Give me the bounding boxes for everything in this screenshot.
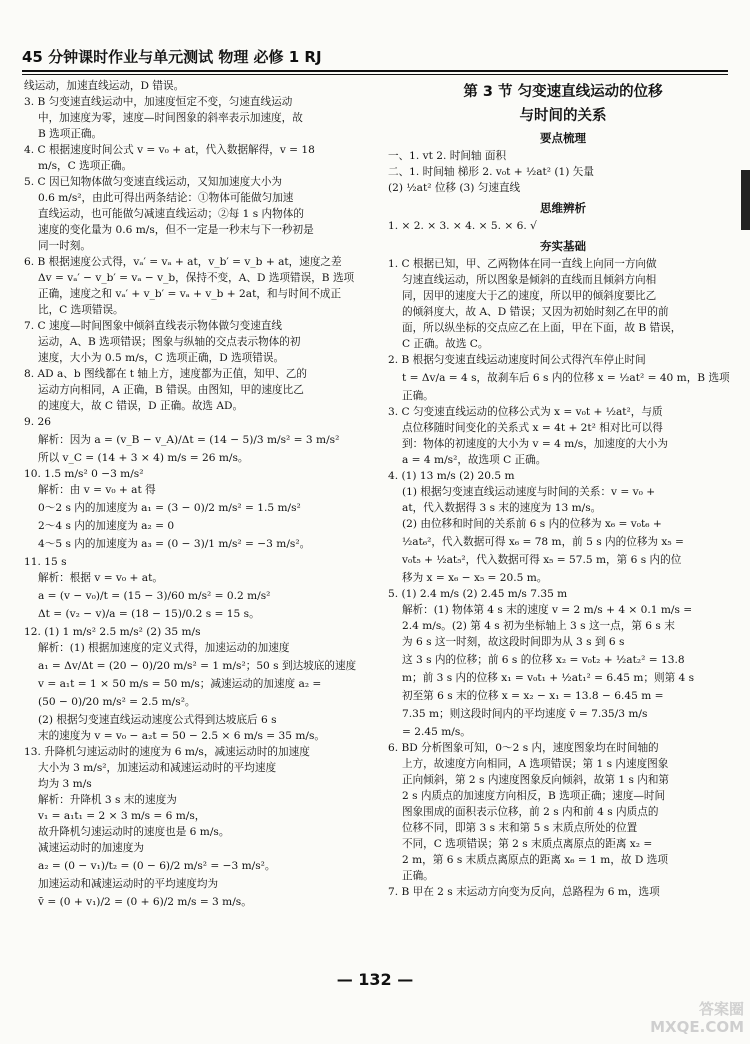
answer-line: 6. B 根据速度公式得，vₐ′ = vₐ + at，v_b′ = v_b + at，速度之差 (24, 256, 342, 268)
solution-line: v = a₁t = 1 × 50 m/s = 50 m/s；减速运动的加速度 a₂ = (38, 678, 322, 690)
solution-line: Δt = (v₂ − v)/a = (18 − 15)/0.2 s = 15 s。 (38, 608, 260, 620)
key-point-line: 一、1. vt 2. 时间轴 面积 (388, 150, 507, 162)
watermark-line-1: 答案圈 (698, 1000, 744, 1018)
solution-line: 这 3 s 内的位移；前 6 s 的位移 x₂ = v₀t₂ + ½at₂² = 13.8 (402, 654, 685, 666)
solution-line: 4～5 s 内的加速度为 a₃ = (0 − 3)/1 m/s² = −3 m/s²。 (38, 538, 311, 550)
solution-line: = 2.45 m/s。 (402, 726, 471, 738)
solution-line: 解析：因为 a = (v_B − v_A)/Δt = (14 − 5)/3 m/s² = 3 m/s² (38, 434, 340, 446)
judge-answers: 1. × 2. × 3. × 4. × 5. × 6. √ (388, 220, 537, 232)
solution-line: (2) 根据匀变速直线运动速度公式得到达坡底后 6 s (38, 714, 277, 726)
solution-line: v̄ = (0 + v₁)/2 = (0 + 6)/2 m/s = 3 m/s。 (38, 896, 252, 908)
solution-line: 2.4 m/s。(2) 第 4 s 初为坐标轴上 3 s 这一点，第 6 s 末 (402, 620, 675, 632)
running-header: 45 分钟课时作业与单元测试 物理 必修 1 RJ (22, 48, 322, 66)
answer-line: m/s，C 选项正确。 (38, 160, 133, 172)
subheading-thinking: 思维辨析 (540, 201, 586, 215)
answer-line: 1. C 根据已知，甲、乙两物体在同一直线上向同一方向做 (388, 258, 657, 270)
answer-line: 匀速直线运动，所以图象是倾斜的直线而且倾斜方向相 (402, 274, 657, 286)
answer-line: at，代入数据得 3 s 末的速度为 13 m/s。 (402, 502, 602, 514)
answer-line: 运动方向相同，A 正确，B 错误。由图知，甲的速度比乙 (38, 384, 304, 396)
answer-line: 2 m，第 6 s 末质点离原点的距离 x₆ = 1 m，故 D 选项 (402, 854, 668, 866)
answer-line: Δv = vₐ′ − v_b′ = vₐ − v_b，保持不变，A、D 选项错误，B 选项 (38, 272, 355, 284)
answer-line: 2 s 内质点的加速度方向相反，B 选项正确；速度—时间 (402, 790, 666, 802)
page-number: — 132 — (336, 970, 414, 989)
answer-line: 速度，大小为 0.5 m/s，C 选项正确，D 选项错误。 (38, 352, 285, 364)
solution-line: 7.35 m；则这段时间内的平均速度 v̄ = 7.35/3 m/s (402, 708, 648, 720)
answer-line: 线运动，加速直线运动，D 错误。 (24, 80, 185, 92)
answer-line: 9. 26 (24, 416, 51, 428)
answer-line: 均为 3 m/s (38, 778, 92, 790)
answer-line: 3. B 匀变速直线运动中，加速度恒定不变，匀速直线运动 (24, 96, 293, 108)
solution-line: 解析：由 v = v₀ + at 得 (38, 484, 156, 496)
section-title-line-2: 与时间的关系 (519, 108, 607, 124)
answer-line: 正确。 (402, 390, 434, 402)
solution-line: v₁ = a₁t₁ = 2 × 3 m/s = 6 m/s， (38, 810, 206, 822)
answer-line: 中，加速度为零，速度—时间图象的斜率表示加速度，故 (38, 112, 303, 124)
solution-line: a₂ = (0 − v₁)/t₂ = (0 − 6)/2 m/s² = −3 m/s²。 (38, 860, 276, 872)
answer-line: 4. (1) 13 m/s (2) 20.5 m (388, 470, 515, 482)
answer-line: 速度的变化量为 0.6 m/s，但不一定是一秒末与下一秒初是 (38, 224, 314, 236)
answer-line: 运动，A、B 选项错误；图象与纵轴的交点表示物体的初 (38, 336, 301, 348)
key-point-line: 二、1. 时间轴 梯形 2. v₀t + ½at² (1) 矢量 (388, 166, 594, 178)
solution-line: 所以 v_C = (14 + 3 × 4) m/s = 26 m/s。 (38, 452, 249, 464)
solution-line: m；前 3 s 内的位移 x₁ = v₀t₁ + ½at₁² = 6.45 m；则第 4 s (402, 672, 695, 684)
answer-line: 5. C 因已知物体做匀变速直线运动，又知加速度大小为 (24, 176, 283, 188)
answer-line: 同一时刻。 (38, 240, 91, 252)
solution-line: 解析：根据 v = v₀ + at。 (38, 572, 163, 584)
solution-line: 0～2 s 内的加速度为 a₁ = (3 − 0)/2 m/s² = 1.5 m/s² (38, 502, 301, 514)
answer-line: 移为 x = x₆ − x₅ = 20.5 m。 (402, 572, 548, 584)
answer-line: 0.6 m/s²，由此可得出两条结论：①物体可能做匀加速 (38, 192, 294, 204)
answer-line: 8. AD a、b 图线都在 t 轴上方，速度都为正值，知甲、乙的 (24, 368, 307, 380)
answer-line: 4. C 根据速度时间公式 v = v₀ + at，代入数据解得，v = 18 (24, 144, 315, 156)
answer-line: B 选项正确。 (38, 128, 103, 140)
solution-line: 2～4 s 内的加速度为 a₂ = 0 (38, 520, 175, 532)
answer-line: 10. 1.5 m/s² 0 −3 m/s² (24, 468, 144, 480)
solution-line: a₁ = Δv/Δt = (20 − 0)/20 m/s² = 1 m/s²；50 s 到达坡底的速度 (38, 660, 357, 672)
solution-line: 加速运动和减速运动时的平均速度均为 (38, 878, 219, 890)
solution-line: 为 6 s 这一时刻，故这段时间即为从 3 s 到 6 s (402, 636, 625, 648)
answer-line: 直线运动，也可能做匀减速直线运动；②每 1 s 内物体的 (38, 208, 304, 220)
answer-line: 正确。 (402, 870, 434, 882)
answer-line: ½at₆²，代入数据可得 x₆ = 78 m，前 5 s 内的位移为 x₅ = (402, 536, 684, 548)
answer-line: 到：物体的初速度的大小为 v = 4 m/s，加速度的大小为 (402, 438, 668, 450)
answer-line: 的速度大，故 C 错误，D 正确。故选 AD。 (38, 400, 244, 412)
answer-line: 图象围成的面积表示位移，前 2 s 内和前 4 s 内质点的 (402, 806, 659, 818)
solution-line: 解析：(1) 根据加速度的定义式得，加速运动的加速度 (38, 642, 290, 654)
answer-line: a = 4 m/s²，故选项 C 正确。 (402, 454, 547, 466)
answer-line: 12. (1) 1 m/s² 2.5 m/s² (2) 35 m/s (24, 626, 201, 638)
solution-line: (50 − 0)/20 m/s² = 2.5 m/s²。 (38, 696, 196, 708)
left-column (24, 78, 376, 912)
answer-line: 正向倾斜，第 2 s 内速度图象反向倾斜，故第 1 s 内和第 (402, 774, 670, 786)
solution-line: 初至第 6 s 末的位移 x = x₂ − x₁ = 13.8 − 6.45 m = (402, 690, 664, 702)
answer-line: t = Δv/a = 4 s，故刹车后 6 s 内的位移 x = ½at² = 40 m，B 选项 (402, 372, 730, 384)
solution-line: 解析：升降机 3 s 末的速度为 (38, 794, 177, 806)
answer-line: 比，C 选项错误。 (38, 304, 124, 316)
page-edge-tab (741, 170, 750, 230)
answer-line: 大小为 3 m/s²，加速运动和减速运动时的平均速度 (38, 762, 277, 774)
answer-line: 面，所以纵坐标的交点应乙在上面，甲在下面，故 B 错误， (402, 322, 682, 334)
solution-line: 故升降机匀速运动时的速度也是 6 m/s。 (38, 826, 230, 838)
answer-line: 2. B 根据匀变速直线运动速度时间公式得汽车停止时间 (388, 354, 646, 366)
header-rule-thick (22, 70, 728, 72)
solution-line: 解析：(1) 物体第 4 s 末的速度 v = 2 m/s + 4 × 0.1 m/s = (402, 604, 693, 616)
answer-line: 不同，C 选项错误；第 2 s 末质点离原点的距离 x₂ = (402, 838, 653, 850)
solution-line: 减速运动时的加速度为 (38, 842, 144, 854)
answer-line: (1) 根据匀变速直线运动速度与时间的关系：v = v₀ + (402, 486, 656, 498)
answer-line: C 正确。故选 C。 (402, 338, 489, 350)
answer-line: 正确，速度之和 vₐ′ + v_b′ = vₐ + v_b + 2at，和与时间不成正 (38, 288, 342, 300)
answer-line: 点位移随时间变化的关系式 x = 4t + 2t² 相对比可以得 (402, 422, 663, 434)
answer-line: 上方，故速度方向相同，A 选项错误；第 1 s 内速度图象 (402, 758, 669, 770)
watermark-logo (624, 1000, 744, 1040)
answer-line: 11. 15 s (24, 556, 67, 568)
answer-line: 6. BD 分析图象可知，0～2 s 内，速度图象均在时间轴的 (388, 742, 659, 754)
answer-line: 7. B 甲在 2 s 末运动方向变为反向，总路程为 6 m，选项 (388, 886, 660, 898)
answer-line: v₀t₅ + ½at₅²，代入数据可得 x₅ = 57.5 m，第 6 s 内的位 (402, 554, 682, 566)
answer-line: 7. C 速度—时间图象中倾斜直线表示物体做匀变速直线 (24, 320, 283, 332)
answer-line: 3. C 匀变速直线运动的位移公式为 x = v₀t + ½at²，与质 (388, 406, 663, 418)
subheading-key-points: 要点梳理 (540, 131, 586, 145)
watermark-line-2: MXQE.COM (650, 1018, 744, 1036)
key-point-line: (2) ½at² 位移 (3) 匀速直线 (388, 182, 521, 194)
header-rule-thin (22, 74, 728, 75)
section-title-line-1: 第 3 节 匀变速直线运动的位移 (463, 84, 663, 100)
subheading-basics: 夯实基础 (540, 239, 586, 253)
solution-line: a = (v − v₀)/t = (15 − 3)/60 m/s² = 0.2 m/s² (38, 590, 271, 602)
answer-line: 同，因甲的速度大于乙的速度，所以甲的倾斜度要比乙 (402, 290, 657, 302)
solution-line: 末的速度为 v = v₀ − a₂t = 50 − 2.5 × 6 m/s = 35 m/s。 (38, 730, 326, 742)
answer-line: 的倾斜度大，故 A、D 错误；又因为初始时刻乙在甲的前 (402, 306, 669, 318)
answer-line: 13. 升降机匀速运动时的速度为 6 m/s，减速运动时的加速度 (24, 746, 310, 758)
right-column (388, 78, 738, 900)
answer-line: 5. (1) 2.4 m/s (2) 2.45 m/s 7.35 m (388, 588, 568, 600)
answer-line: 位移不同，即第 3 s 末和第 5 s 末质点所处的位置 (402, 822, 638, 834)
answer-line: (2) 由位移和时间的关系前 6 s 内的位移为 x₆ = v₀t₆ + (402, 518, 662, 530)
